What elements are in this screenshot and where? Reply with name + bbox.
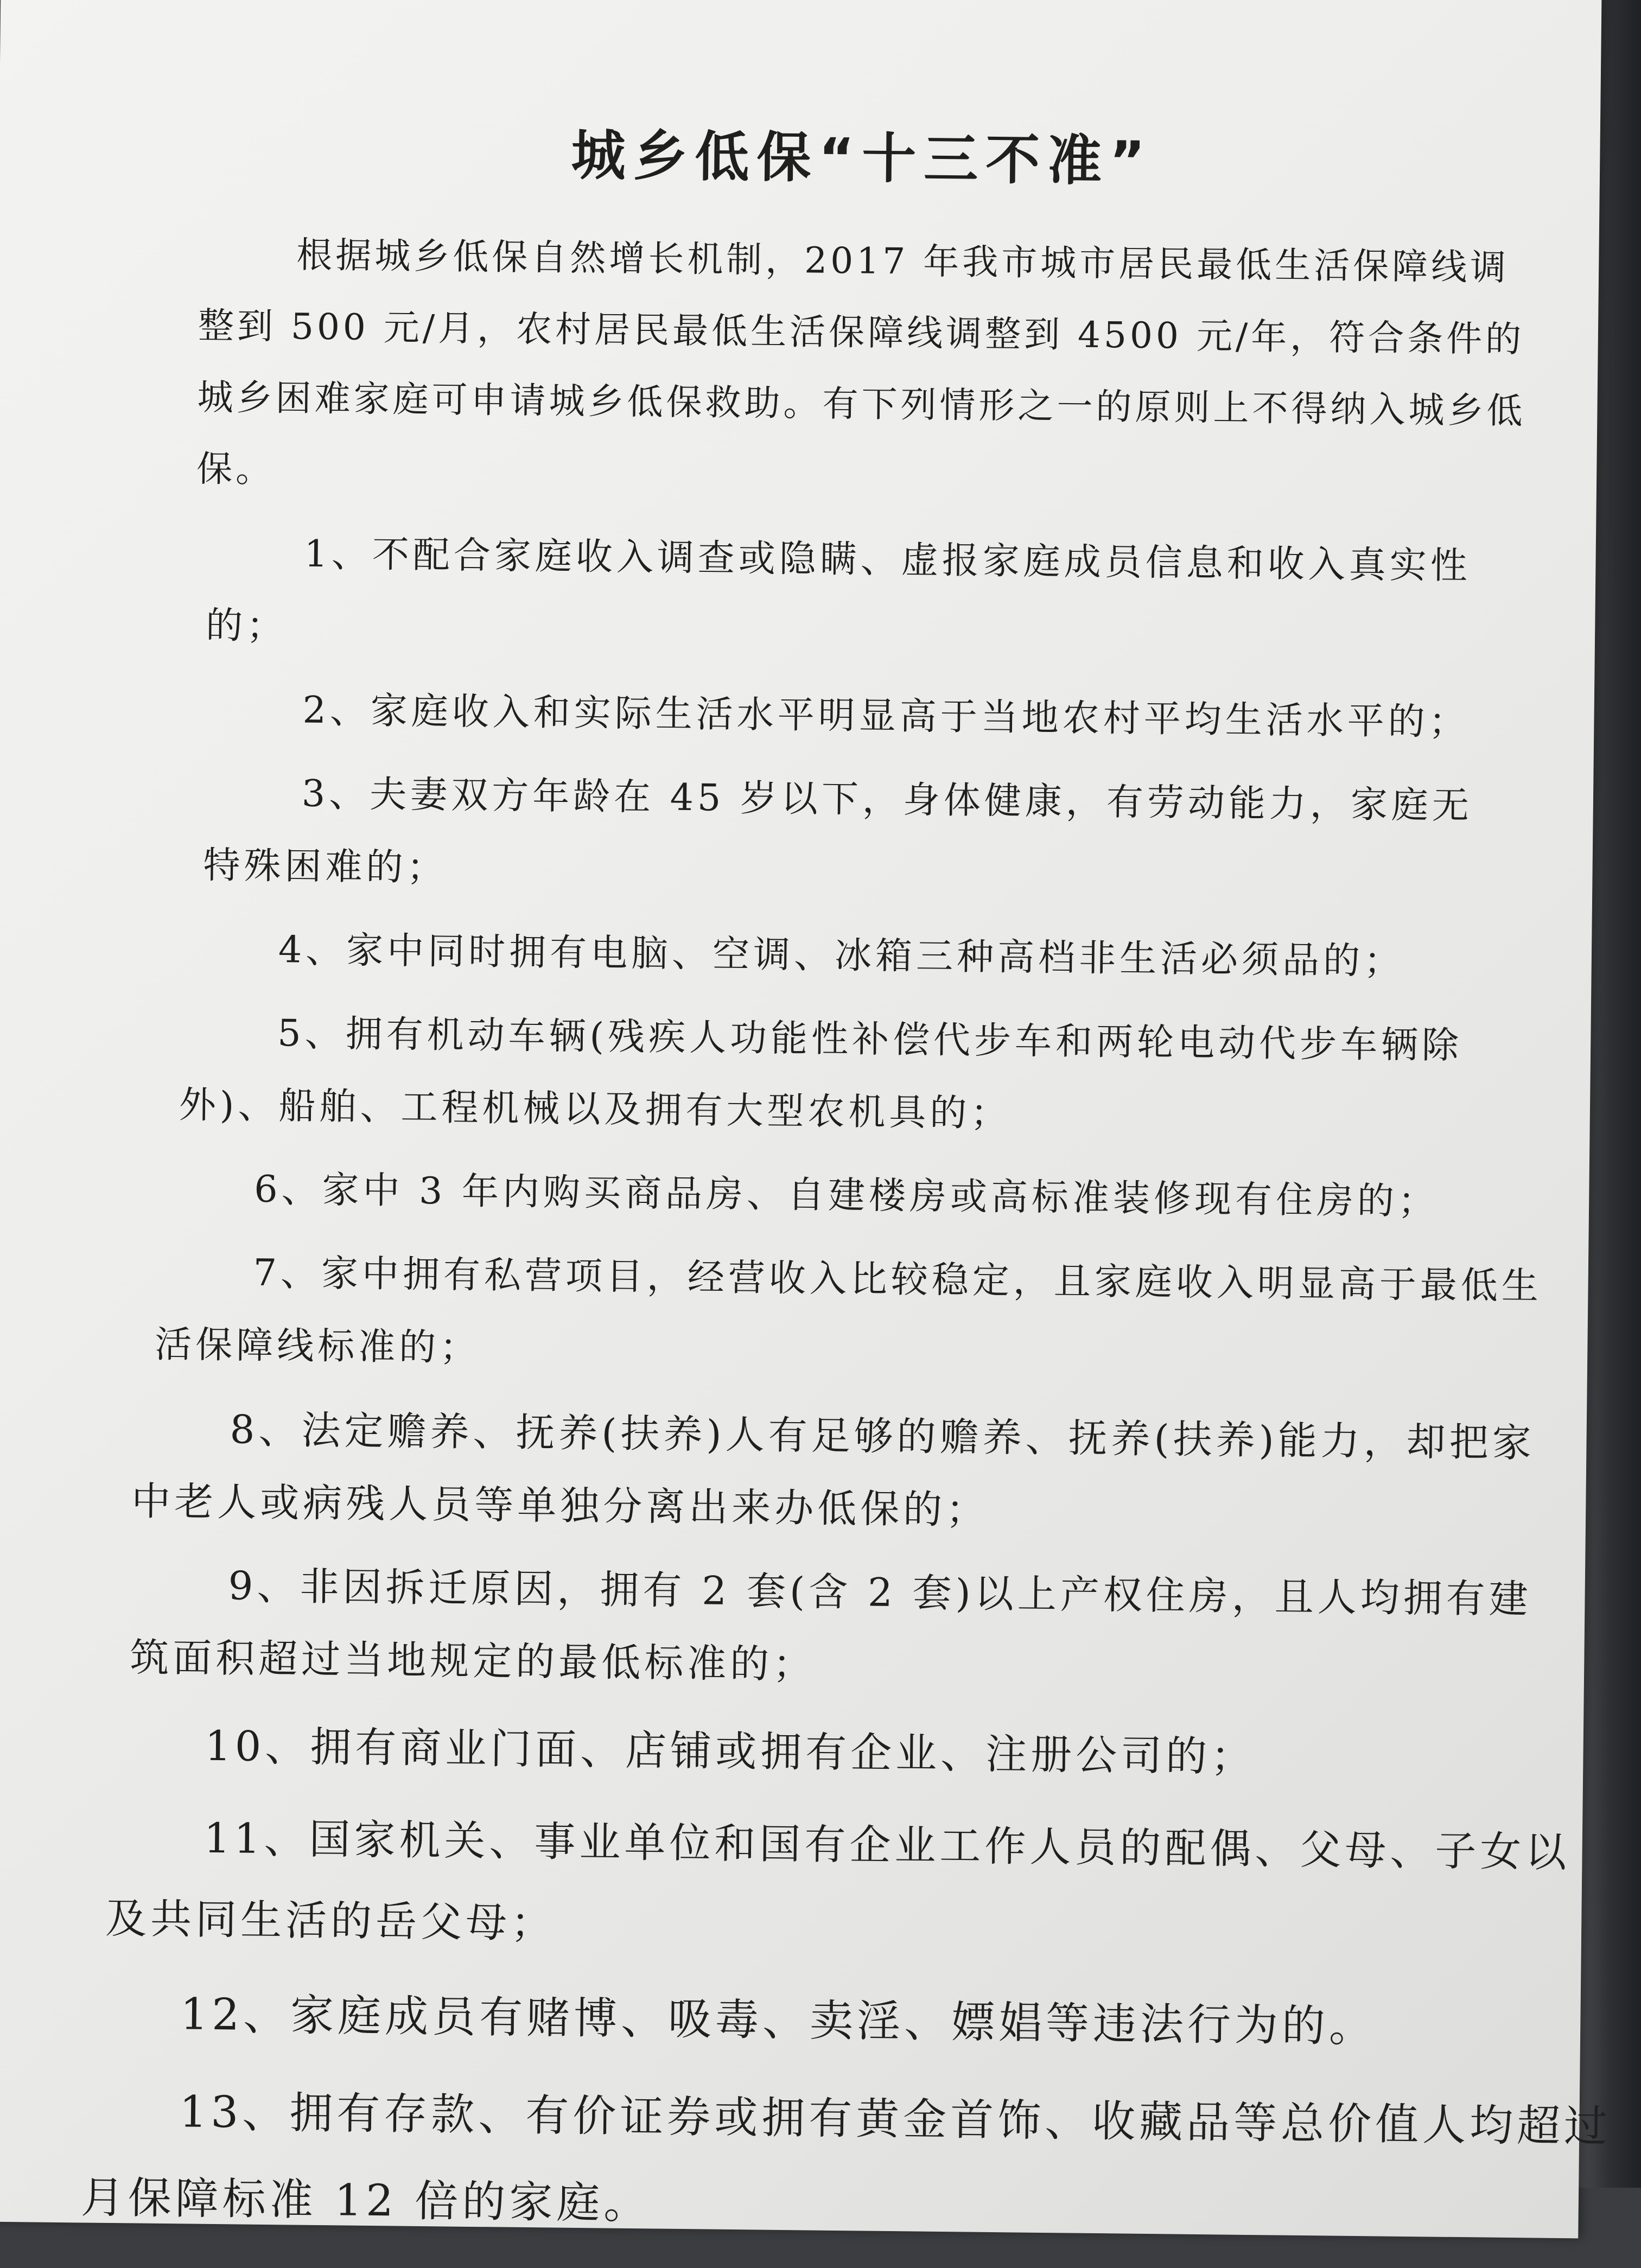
rule-item-11: 11、国家机关、事业单位和国有企业工作人员的配偶、父母、子女以及共同生活的岳父母； xyxy=(105,1813,1570,1947)
rule-item-7: 7、家中拥有私营项目，经营收入比较稳定，且家庭收入明显高于最低生活保障线标准的； xyxy=(154,1251,1543,1370)
rule-item-12: 12、家庭成员有赌博、吸毒、卖淫、嫖娼等违法行为的。 xyxy=(180,1989,1377,2052)
document-title: 城乡低保“十三不准” xyxy=(570,123,1153,193)
rule-item-6: 6、家中 3 年内购买商品房、自建楼房或高标准装修现有住房的； xyxy=(253,1168,1439,1224)
rule-item-2: 2、家庭收入和实际生活水平明显高于当地农村平均生活水平的； xyxy=(302,689,1470,744)
document-body xyxy=(80,107,1612,2267)
rule-item-8: 8、法定赡养、抚养(扶养)人有足够的赡养、抚养(扶养)能力，却把家中老人或病残人员等单独分离出来办低保的； xyxy=(131,1406,1536,1533)
intro-paragraph: 根据城乡低保自然增长机制，2017 年我市城市居民最低生活保障线调整到 500 元/月，农村居民最低生活保障线调整到 4500 元/年，符合条件的城乡困难家庭可申请城乡低保救助。有下列情形之一的原则上不得纳入城乡低保。 xyxy=(196,234,1526,490)
rule-item-10: 10、拥有商业门面、店铺或拥有企业、注册公司的； xyxy=(205,1721,1256,1781)
rule-item-13: 13、拥有存款、有价证券或拥有黄金首饰、收藏品等总价值人均超过月保障标准 12 倍的家庭。 xyxy=(80,2086,1612,2229)
rule-item-5: 5、拥有机动车辆(残疾人功能性补偿代步车和两轮电动代步车辆除外)、船舶、工程机械以及拥有大型农机具的； xyxy=(179,1012,1463,1136)
rule-item-3: 3、夫妻双方年龄在 45 岁以下，身体健康，有劳动能力，家庭无特殊困难的； xyxy=(203,772,1473,890)
rule-item-1: 1、不配合家庭收入调查或隐瞒、虚报家庭成员信息和收入真实性的； xyxy=(205,532,1472,648)
rule-item-4: 4、家中同时拥有电脑、空调、冰箱三种高档非生活必须品的； xyxy=(278,928,1405,983)
rule-item-9: 9、非因拆迁原因，拥有 2 套(含 2 套)以上产权住房，且人均拥有建筑面积超过当地规定的最低标准的； xyxy=(129,1563,1532,1687)
